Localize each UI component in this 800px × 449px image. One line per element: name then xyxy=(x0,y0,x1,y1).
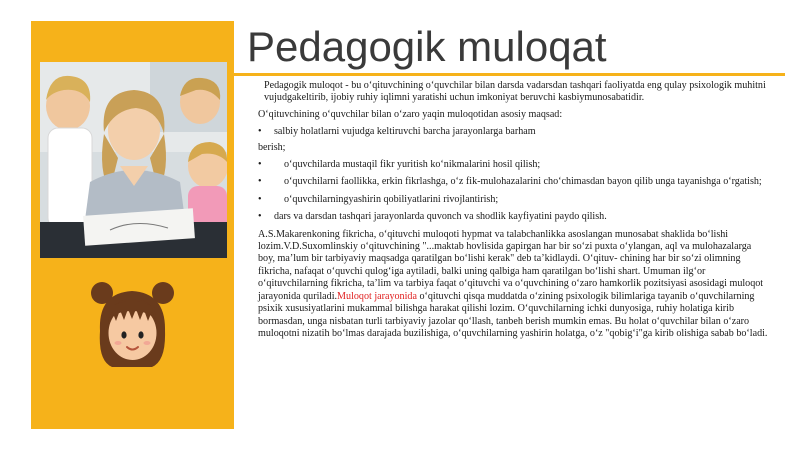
bullet-continuation: berish; xyxy=(258,141,286,153)
girl-avatar-icon xyxy=(90,281,175,373)
bullet-item xyxy=(258,211,770,223)
bullet-text: o‘quvchilarda mustaqil fikr yuritish ko‘nikmalarini hosil qilish; xyxy=(284,159,541,171)
intro-paragraph: Pedagogik muloqot - bu o‘qituvchining o‘quvchilar bilan darsda vadarsdan tashqari faoliyatda eng qulay psixologik muhitni vujudgakeltirib, ijobiy ruhiy iqlimni yaratishi uchun imkoniyat beruvchi kasbiymunosabatidir. xyxy=(264,80,766,104)
title-underline xyxy=(234,73,785,76)
bullet-text: o‘quvchilarni faollikka, erkin fikrlashga, o‘z fik-mulohazalarini cho‘chimasdan bayon qilib unga tayanishga o‘rgatish; xyxy=(284,176,762,188)
highlighted-phrase: Muloqot jarayonida xyxy=(337,290,417,302)
bullet-item xyxy=(258,159,770,171)
bullet-item xyxy=(258,126,770,138)
bullet-marker: • xyxy=(258,159,262,171)
bullet-marker: • xyxy=(258,193,262,205)
bullet-text: o‘quvchilarningyashirin qobiliyatlarini rivojlantirish; xyxy=(284,193,499,205)
bullet-marker: • xyxy=(258,176,262,188)
slide-content xyxy=(258,80,770,340)
bullet-item xyxy=(258,194,770,206)
goal-heading: O‘qituvchining o‘quvchilar bilan o‘zaro yaqin muloqotidan asosiy maqsad: xyxy=(258,108,563,120)
slide-title: Pedagogik muloqat xyxy=(247,23,607,70)
bullet-item xyxy=(258,176,770,188)
bullet-text: dars va darsdan tashqari jarayonlarda quvonch va shodlik kayfiyatini paydo qilish. xyxy=(274,211,607,223)
main-paragraph xyxy=(258,229,770,341)
main-paragraph-part2: o‘qituvchi qisqa muddatda o‘zining psixologik bilimlariga tayanib o‘quvchilarning psixik xususiyatlarini mukammal bilishga harakat qilishi lozim. O‘quvchilarning ichki dunyosiga, ruhiy holatiga kirib bormasdan, unga nisbatan turli tarbiyaviy jazolar qo‘llash, tanbeh berish mumkin emas. Bu holat o‘quvchilar bilan o‘zaro muloqotni nizatih bo‘lmas darajada buzilishiga, o‘quvchilarning yashirin holatga, o‘z "qobig‘i"ga kirib olishiga sabab bo‘ladi. xyxy=(258,290,768,339)
photo-illustration xyxy=(40,62,227,258)
bullet-marker: • xyxy=(258,126,262,138)
main-paragraph-part1: A.S.Makarenkoning fikricha, o‘qituvchi muloqoti hypmat va talabchanlikka asoslangan munosabat shaklida bo‘lishi lozim.V.D.Suxomlinskiy o‘qituvchining "...maktab hovlisida gapirgan har bir so‘zi puxta o‘ylangan, aql va mulohazalarga boy, ma’lum bir tarbiyaviy maqsadga qaratilgan bo‘lishi kerak" deb ta’kidlaydi. O‘qituv- chining har bir so‘zi olimning fikricha, nafaqat o‘quvchi qulog‘iga aytiladi, balki uning qalbiga ham qaratilgan bo‘lishi shart. Umuman ilg‘or o‘qituvchilarning fikricha, ta’lim va tarbiya faqat o‘qituvchi va o‘quvchining o‘zaro hamkorlik pozitsiyasi asosidagi muloqot jarayonida quriladi. xyxy=(258,228,764,302)
teacher-with-children-photo xyxy=(40,62,227,258)
bullet-marker: • xyxy=(258,211,262,223)
bullet-text: salbiy holatlarni vujudga keltiruvchi barcha jarayonlarga barham xyxy=(274,126,536,138)
